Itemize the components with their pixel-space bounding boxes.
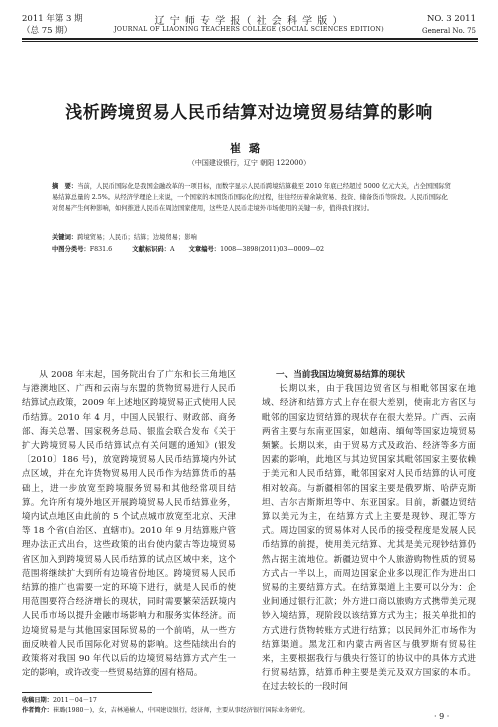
header-rule-thin <box>22 41 478 42</box>
abstract <box>52 181 454 214</box>
issue-number: NO. 3 2011 <box>426 14 476 24</box>
keywords: 跨境贸易；人民币；结算；边境贸易；影响 <box>77 234 197 241</box>
body-left-column <box>22 368 236 680</box>
doc-code: A <box>170 246 175 253</box>
clc-code: F831.6 <box>89 246 113 253</box>
author-name: 崔璐 <box>230 142 268 155</box>
body-right-column <box>262 368 476 695</box>
author-bio-label: 作者简介： <box>22 707 53 714</box>
keywords-label: 关键词： <box>52 234 78 241</box>
author-bio <box>22 705 309 714</box>
doc-code-label: 文献标识码： <box>132 246 170 253</box>
classification-line <box>52 244 324 253</box>
received-label: 收稿日期： <box>22 697 53 704</box>
article-title: 浅析跨境贸易人民币结算对边境贸易结算的影响 <box>65 103 433 123</box>
keywords-line <box>52 232 197 241</box>
year-issue: 2011 年第 3 期 <box>22 14 83 24</box>
clc-label: 中图分类号： <box>52 246 90 253</box>
author-bio-text: 崔璐(1980－)，女，吉林通榆人，中国建设银行，经济师，主要从事经济银行国际业务研究。 <box>52 707 309 714</box>
abstract-label: 摘 要： <box>52 183 78 190</box>
received-date <box>22 695 97 704</box>
section-heading: 一、当前我国边境贸易结算的现状 <box>276 370 405 380</box>
body-paragraph: 从 2008 年末起，国务院出台了广东和长三角地区与港澳地区、广西和云南与东盟的货物贸易进行人民币结算试点政策，2009 年上述地区跨境贸易正式使用人民币结算。2010 年 4 月，中国人民银行、财政部、商务部、海关总署、国家税务总局、银监会联合发布《关于扩大跨境贸易人民币结算试点有关问题的通知》(银发〔2010〕186 号)，放宽跨境贸易人民币结算境内外试点区域，并在允许货物贸易用人民币作为结算货币的基础上，进一步放宽至跨境服务贸易和其他经常项目结算。允许所有境外地区开展跨境贸易人民币结算业务，境内试点地区由此前的 5 个试点城市放宽至北京、天津等 18 个省(自治区、直辖市)。2010 年 9 月结算账户管理办法正式出台，这些政策的出台使内蒙古等边境贸易省区加入到跨境贸易人民币结算的试点区域中来，这个范围将继续扩大到所有边境省份地区。跨境贸易人民币结算的推广也需要一定的环境下进行，就是人民币的使用范围要符合经济增长的现状，同时需要繁荣活跃境内人民币市场以提升金融市场影响力和服务实体经济。而边境贸易是与其他国家国际贸易的一个前哨，从一些方面反映着人民币国际化对贸易的影响。这些陆续出台的政策将对我国 90 年代以后的边境贸易结算方式产生一定的影响，或许改变一些贸易结算的固有格局。 <box>22 370 236 679</box>
received-value: 2011－04－17 <box>52 697 97 704</box>
author-affiliation: （中国建设银行，辽宁 朝阳 122000） <box>187 159 311 167</box>
footnote-rule <box>22 692 152 693</box>
article-no-label: 文章编号： <box>188 246 221 253</box>
serial-issue: （总 75 期） <box>22 26 73 36</box>
general-number: General No. 75 <box>422 27 476 35</box>
article-number: 1008—3898(2011)03—0009—02 <box>220 246 325 253</box>
journal-title-en: JOURNAL OF LIAONING TEACHERS COLLEGE (SOCIAL SCIENCES EDITION) <box>114 26 384 33</box>
abstract-text: 当前，人民币国际化是我国金融改革的一项目标，而数字显示人民币跨境结算截至 2010 年底已经超过 5000 亿元大关，占全国国际贸易结算总量的 2.5%。从经济学理论上来说，一个国家的本国货币国际化的过程，往往经历着余缺贸易、投资、储备货币等阶段。人民币国际化对贸易产生何种影响，如何推进人民币在周边国家使用，这些是人民币走境外市场使用的关键一步，值得我们探讨。 <box>52 183 451 212</box>
header-rule <box>22 38 478 40</box>
journal-title-cn: 辽 宁 师 专 学 报（ 社 会 科 学 版 ） <box>154 16 344 27</box>
body-paragraph: 长期以来，由于我国边贸省区与相毗邻国家在地域、经济和结算方式上存在很大差别，使南北方省区与毗邻的国家边贸结算的现状存在很大差异。广西、云南两省主要与东南亚国家，如越南、缅甸等国家边境贸易频繁。长期以来，由于贸易方式及政治、经济等多方面因素的影响，此地区与其边贸国家其毗邻国家主要依赖于美元和人民币结算，毗邻国家对人民币结算的认可度相对较高。与新疆相邻的国家主要是俄罗斯、哈萨克斯坦、吉尔吉斯斯坦等中、东亚国家。目前，新疆边贸结算以美元为主，在结算方式上主要是现钞、现汇等方式。周边国家的贸易体对人民币的接受程度是发展人民币结算的前提，使用美元结算、尤其是美元现钞结算仍然占据主流地位。新疆边贸中个人旅游购物性质的贸易方式占一半以上，而周边国家企业多以现汇作为进出口贸易的主要结算方式。在结算渠道上主要可以分为：企业间通过银行汇款；外方进口商以旅购方式携带美元现钞入境结算，现阶段以该结算方式为主；报关单批扣的方式进行货物转账方式进行结算；以民间外汇市场作为结算渠道。黑龙江和内蒙古两省区与俄罗斯有贸易往来，主要根据我行与俄央行签订的协议中的具体方式进行贸易结算，结算币种主要是美元及双方国家的本币。在过去较长的一段时间 <box>262 384 476 693</box>
page-number: · 9 · <box>434 712 450 721</box>
